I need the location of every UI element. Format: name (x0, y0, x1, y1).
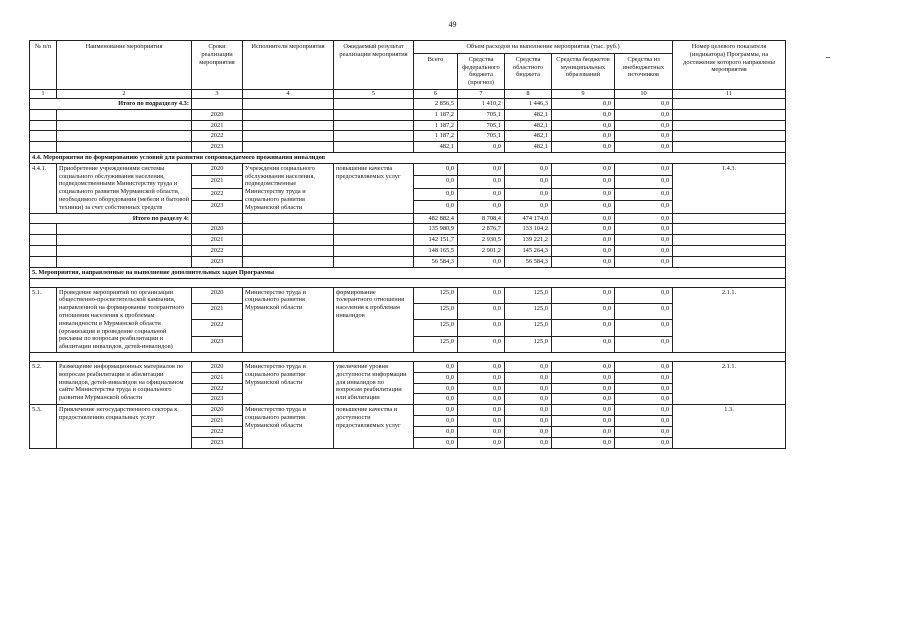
cell-year: 2022 (192, 383, 243, 394)
cell-federal: 0,0 (458, 303, 505, 319)
item-indicator: 2.1.1. (673, 362, 786, 405)
cell-year: 2021 (192, 176, 243, 188)
cell-offbudget: 0,0 (615, 372, 673, 383)
cell-year: 2022 (192, 131, 243, 142)
empty-cell (673, 131, 786, 142)
empty-cell (673, 256, 786, 267)
cell-year: 2023 (192, 201, 243, 213)
cell-regional: 0,0 (505, 372, 552, 383)
cell-offbudget: 0,0 (615, 426, 673, 437)
header-result: Ожидаемый результат реализации мероприятия (334, 41, 414, 90)
header-name: Наименование мероприятия (57, 41, 192, 90)
cell-year: 2020 (192, 224, 243, 235)
cell-year: 2020 (192, 287, 243, 303)
empty-cell (334, 246, 414, 257)
item-row (30, 163, 786, 175)
empty-cell (30, 256, 57, 267)
cell-offbudget: 0,0 (615, 131, 673, 142)
empty-cell (243, 120, 334, 131)
cell-regional: 125,0 (505, 320, 552, 336)
cell-offbudget: 0,0 (615, 235, 673, 246)
header-term: Сроки реализации мероприятия (192, 41, 243, 90)
empty-cell (243, 142, 334, 153)
column-number: 6 (414, 90, 458, 99)
cell-total: 2 856,5 (414, 98, 458, 109)
empty-cell (30, 224, 57, 235)
cell-offbudget: 0,0 (615, 383, 673, 394)
cell-year: 2023 (192, 394, 243, 405)
cell-federal: 0,0 (458, 320, 505, 336)
cell-municipal: 0,0 (552, 109, 615, 120)
cell-total: 0,0 (414, 405, 458, 416)
header-executors: Исполнители мероприятия (243, 41, 334, 90)
empty-cell (334, 235, 414, 246)
empty-cell (57, 224, 192, 235)
cell-total: 482 882,4 (414, 213, 458, 224)
section-total-row (30, 224, 786, 235)
empty-cell (334, 131, 414, 142)
cell-federal: 0,0 (458, 201, 505, 213)
section-title: 5. Мероприятия, направленные на выполнение дополнительных задач Программы (30, 267, 786, 278)
empty-cell (334, 98, 414, 109)
cell-federal: 0,0 (458, 287, 505, 303)
cell-regional: 0,0 (505, 201, 552, 213)
spacer-row (30, 278, 786, 287)
cell-offbudget: 0,0 (615, 246, 673, 257)
item-name: Размещение информационных материалов по вопросам реабилитации и абилитации инвалидов, детей-инвалидов на официальном сайте Министерства труда и социального развития Мурманской области (57, 362, 192, 405)
cell-total: 142 151,7 (414, 235, 458, 246)
cell-federal: 0,0 (458, 405, 505, 416)
cell-year: 2021 (192, 416, 243, 427)
cell-municipal: 0,0 (552, 303, 615, 319)
cell-total: 1 187,2 (414, 109, 458, 120)
cell-regional: 474 174,0 (505, 213, 552, 224)
cell-federal: 0,0 (458, 256, 505, 267)
cell-offbudget: 0,0 (615, 287, 673, 303)
cell-regional: 482,1 (505, 109, 552, 120)
item-result: формирование толерантного отношения населения к проблемам инвалидов (334, 287, 414, 353)
item-name: Привлечение негосударственного сектора к предоставлению социальных услуг (57, 405, 192, 448)
empty-cell (30, 109, 57, 120)
item-result: повышение качества предоставляемых услуг (334, 163, 414, 213)
item-name: Проведение мероприятий по организации общественно-просветительской кампании, направленной на формирование толерантного отношения населения к проблемам инвалидности в Мурманской области (организация и проведение социальной рекламы по вопросам реабилитации и абилитации инвалидов, детей-инвалидов) (57, 287, 192, 353)
header-indicator: Номер целевого показателя (индикатора) Программы, на достижение которого направлены мероприятия (673, 41, 786, 90)
empty-cell (30, 131, 57, 142)
section-total-row (30, 256, 786, 267)
empty-cell (57, 142, 192, 153)
cell-federal: 0,0 (458, 362, 505, 373)
cell-total: 125,0 (414, 336, 458, 352)
empty-cell (334, 120, 414, 131)
empty-cell (57, 235, 192, 246)
cell-municipal: 0,0 (552, 142, 615, 153)
cell-total: 135 980,9 (414, 224, 458, 235)
cell-total: 1 187,2 (414, 120, 458, 131)
cell-offbudget: 0,0 (615, 336, 673, 352)
cell-federal: 2 876,7 (458, 224, 505, 235)
cell-municipal: 0,0 (552, 235, 615, 246)
subtotal-row (30, 109, 786, 120)
cell-total: 0,0 (414, 372, 458, 383)
item-executors: Министерство труда и социального развития Мурманской области (243, 405, 334, 448)
empty-cell (243, 246, 334, 257)
cell-regional: 125,0 (505, 336, 552, 352)
item-indicator: 1.4.3. (673, 163, 786, 213)
header-federal: Средства федерального бюджета (прогноз) (458, 53, 505, 89)
cell-municipal: 0,0 (552, 201, 615, 213)
subtotal-row (30, 142, 786, 153)
cell-municipal: 0,0 (552, 176, 615, 188)
item-number: 5.2. (30, 362, 57, 405)
cell-federal: 705,1 (458, 109, 505, 120)
column-number: 8 (505, 90, 552, 99)
cell-total: 0,0 (414, 426, 458, 437)
cell-federal: 0,0 (458, 336, 505, 352)
cell-regional: 0,0 (505, 416, 552, 427)
stray-dash-mark (826, 57, 830, 58)
item-number: 5.3. (30, 405, 57, 448)
cell-municipal: 0,0 (552, 405, 615, 416)
cell-year: 2021 (192, 235, 243, 246)
empty-cell (30, 142, 57, 153)
cell-year: 2022 (192, 246, 243, 257)
empty-cell (243, 235, 334, 246)
cell-municipal: 0,0 (552, 213, 615, 224)
section-title: 4.4. Мероприятия по формированию условий для развития сопровождаемого проживания инвалидов (30, 152, 786, 163)
section-row (30, 267, 786, 278)
column-number: 11 (673, 90, 786, 99)
cell-offbudget: 0,0 (615, 256, 673, 267)
cell-regional: 0,0 (505, 163, 552, 175)
empty-cell (30, 278, 786, 287)
cell-federal: 2 930,5 (458, 235, 505, 246)
cell-regional: 0,0 (505, 426, 552, 437)
empty-cell (334, 224, 414, 235)
cell-federal: 8 708,4 (458, 213, 505, 224)
spacer-row (30, 353, 786, 362)
item-row (30, 405, 786, 416)
cell-offbudget: 0,0 (615, 416, 673, 427)
cell-federal: 0,0 (458, 383, 505, 394)
cell-municipal: 0,0 (552, 131, 615, 142)
page-number: 49 (448, 20, 457, 29)
cell-regional: 0,0 (505, 405, 552, 416)
empty-cell (30, 235, 57, 246)
subtotal-row (30, 120, 786, 131)
cell-federal: 0,0 (458, 188, 505, 200)
item-result: повышение качества и доступности предоставляемых услуг (334, 405, 414, 448)
cell-year: 2020 (192, 405, 243, 416)
empty-cell (57, 120, 192, 131)
item-number: 5.1. (30, 287, 57, 353)
cell-municipal: 0,0 (552, 224, 615, 235)
cell-year: 2021 (192, 303, 243, 319)
cell-total: 125,0 (414, 287, 458, 303)
cell-regional: 139 221,2 (505, 235, 552, 246)
cell-regional: 482,1 (505, 120, 552, 131)
empty-cell (673, 213, 786, 224)
cell-federal: 0,0 (458, 394, 505, 405)
cell-municipal: 0,0 (552, 336, 615, 352)
column-number: 7 (458, 90, 505, 99)
section-total-row (30, 213, 786, 224)
cell-offbudget: 0,0 (615, 109, 673, 120)
section-total-row (30, 235, 786, 246)
cell-federal: 705,1 (458, 131, 505, 142)
empty-cell (673, 224, 786, 235)
cell-regional: 0,0 (505, 176, 552, 188)
column-number: 1 (30, 90, 57, 99)
empty-cell (673, 120, 786, 131)
subtotal-row (30, 98, 786, 109)
cell-federal: 0,0 (458, 426, 505, 437)
item-result: увеличение уровня доступности информации для инвалидов по вопросам реабилитации или абилитации (334, 362, 414, 405)
cell-offbudget: 0,0 (615, 362, 673, 373)
cell-year: 2021 (192, 120, 243, 131)
cell-regional: 0,0 (505, 188, 552, 200)
item-indicator: 2.1.1. (673, 287, 786, 353)
cell-municipal: 0,0 (552, 98, 615, 109)
cell-regional: 482,1 (505, 131, 552, 142)
empty-cell (673, 142, 786, 153)
cell-year: 2020 (192, 362, 243, 373)
program-activities-table (29, 40, 786, 449)
cell-total: 0,0 (414, 362, 458, 373)
cell-offbudget: 0,0 (615, 405, 673, 416)
cell-federal: 705,1 (458, 120, 505, 131)
empty-cell (243, 256, 334, 267)
cell-municipal: 0,0 (552, 362, 615, 373)
cell-regional: 145 264,3 (505, 246, 552, 257)
cell-year: 2023 (192, 256, 243, 267)
empty-cell (30, 120, 57, 131)
cell-federal: 0,0 (458, 416, 505, 427)
cell-offbudget: 0,0 (615, 437, 673, 448)
cell-regional: 0,0 (505, 362, 552, 373)
cell-offbudget: 0,0 (615, 120, 673, 131)
total-label: Итого по разделу 4: (30, 213, 192, 224)
cell-total: 0,0 (414, 201, 458, 213)
empty-cell (243, 224, 334, 235)
header-regional: Средства областного бюджета (505, 53, 552, 89)
cell-municipal: 0,0 (552, 426, 615, 437)
item-executors: Учреждения социального обслуживания населения, подведомственные Министерству труда и социального развития Мурманской области (243, 163, 334, 213)
cell-regional: 482,1 (505, 142, 552, 153)
subtotal-row (30, 131, 786, 142)
item-executors: Министерство труда и социального развития Мурманской области (243, 287, 334, 353)
cell-offbudget: 0,0 (615, 394, 673, 405)
cell-total: 125,0 (414, 303, 458, 319)
cell-regional: 133 104,2 (505, 224, 552, 235)
empty-cell (243, 213, 334, 224)
item-number: 4.4.1. (30, 163, 57, 213)
cell-municipal: 0,0 (552, 437, 615, 448)
cell-municipal: 0,0 (552, 383, 615, 394)
cell-offbudget: 0,0 (615, 142, 673, 153)
header-row (30, 41, 786, 54)
cell-regional: 125,0 (505, 287, 552, 303)
cell-regional: 0,0 (505, 383, 552, 394)
column-number: 4 (243, 90, 334, 99)
header-total: Всего (414, 53, 458, 89)
section-row (30, 152, 786, 163)
cell-regional: 0,0 (505, 394, 552, 405)
table-body (30, 90, 786, 448)
cell-offbudget: 0,0 (615, 303, 673, 319)
cell-municipal: 0,0 (552, 320, 615, 336)
column-number-row (30, 90, 786, 99)
cell-year: 2022 (192, 426, 243, 437)
column-number: 10 (615, 90, 673, 99)
item-indicator: 1.3. (673, 405, 786, 448)
cell-offbudget: 0,0 (615, 188, 673, 200)
cell-year: 2023 (192, 142, 243, 153)
cell-year: 2023 (192, 437, 243, 448)
cell-offbudget: 0,0 (615, 98, 673, 109)
column-number: 2 (57, 90, 192, 99)
cell-federal: 0,0 (458, 372, 505, 383)
empty-cell (673, 235, 786, 246)
cell-total: 0,0 (414, 176, 458, 188)
cell-total: 148 165,5 (414, 246, 458, 257)
cell-federal: 0,0 (458, 437, 505, 448)
column-number: 9 (552, 90, 615, 99)
empty-cell (334, 213, 414, 224)
empty-cell (57, 109, 192, 120)
column-number: 5 (334, 90, 414, 99)
header-volume: Объем расходов на выполнение мероприятия (тыс. руб.) (414, 41, 673, 54)
cell-regional: 1 446,3 (505, 98, 552, 109)
cell-year (192, 98, 243, 109)
item-row (30, 362, 786, 373)
empty-cell (30, 246, 57, 257)
cell-offbudget: 0,0 (615, 224, 673, 235)
cell-regional: 125,0 (505, 303, 552, 319)
empty-cell (334, 256, 414, 267)
cell-total: 0,0 (414, 188, 458, 200)
cell-federal: 1 410,2 (458, 98, 505, 109)
cell-year: 2022 (192, 320, 243, 336)
cell-municipal: 0,0 (552, 163, 615, 175)
cell-offbudget: 0,0 (615, 163, 673, 175)
section-total-row (30, 246, 786, 257)
cell-year: 2022 (192, 188, 243, 200)
cell-total: 0,0 (414, 394, 458, 405)
cell-offbudget: 0,0 (615, 176, 673, 188)
cell-offbudget: 0,0 (615, 213, 673, 224)
cell-municipal: 0,0 (552, 372, 615, 383)
empty-cell (334, 142, 414, 153)
empty-cell (57, 246, 192, 257)
empty-cell (673, 109, 786, 120)
cell-year: 2023 (192, 336, 243, 352)
cell-offbudget: 0,0 (615, 320, 673, 336)
cell-federal: 0,0 (458, 142, 505, 153)
cell-regional: 0,0 (505, 437, 552, 448)
total-label: Итого по подразделу 4.3: (30, 98, 192, 109)
cell-year (192, 213, 243, 224)
cell-municipal: 0,0 (552, 120, 615, 131)
cell-year: 2021 (192, 372, 243, 383)
empty-cell (57, 131, 192, 142)
cell-municipal: 0,0 (552, 188, 615, 200)
cell-total: 56 584,3 (414, 256, 458, 267)
empty-cell (673, 98, 786, 109)
item-row (30, 287, 786, 303)
empty-cell (30, 353, 786, 362)
cell-year: 2020 (192, 109, 243, 120)
column-number: 3 (192, 90, 243, 99)
item-name: Приобретение учреждениями системы социального обслуживания населения, подведомственными Министерству труда и социального развития Мурманской области, необходимого оборудования (мебели и бытовой техники) за счет собственных средств (57, 163, 192, 213)
header-num: № п/п (30, 41, 57, 90)
cell-federal: 2 901,2 (458, 246, 505, 257)
cell-total: 0,0 (414, 383, 458, 394)
item-executors: Министерство труда и социального развития Мурманской области (243, 362, 334, 405)
cell-regional: 56 584,3 (505, 256, 552, 267)
cell-total: 0,0 (414, 416, 458, 427)
header-municipal: Средства бюджетов муниципальных образований (552, 53, 615, 89)
cell-offbudget: 0,0 (615, 201, 673, 213)
empty-cell (57, 256, 192, 267)
cell-total: 0,0 (414, 437, 458, 448)
cell-year: 2020 (192, 163, 243, 175)
cell-municipal: 0,0 (552, 394, 615, 405)
cell-total: 125,0 (414, 320, 458, 336)
cell-total: 1 187,2 (414, 131, 458, 142)
header-offbudget: Средства из внебюджетных источников (615, 53, 673, 89)
empty-cell (243, 131, 334, 142)
empty-cell (243, 109, 334, 120)
empty-cell (673, 246, 786, 257)
cell-municipal: 0,0 (552, 287, 615, 303)
cell-total: 0,0 (414, 163, 458, 175)
cell-federal: 0,0 (458, 176, 505, 188)
cell-municipal: 0,0 (552, 416, 615, 427)
cell-municipal: 0,0 (552, 256, 615, 267)
empty-cell (243, 98, 334, 109)
cell-federal: 0,0 (458, 163, 505, 175)
cell-municipal: 0,0 (552, 246, 615, 257)
cell-total: 482,1 (414, 142, 458, 153)
empty-cell (334, 109, 414, 120)
